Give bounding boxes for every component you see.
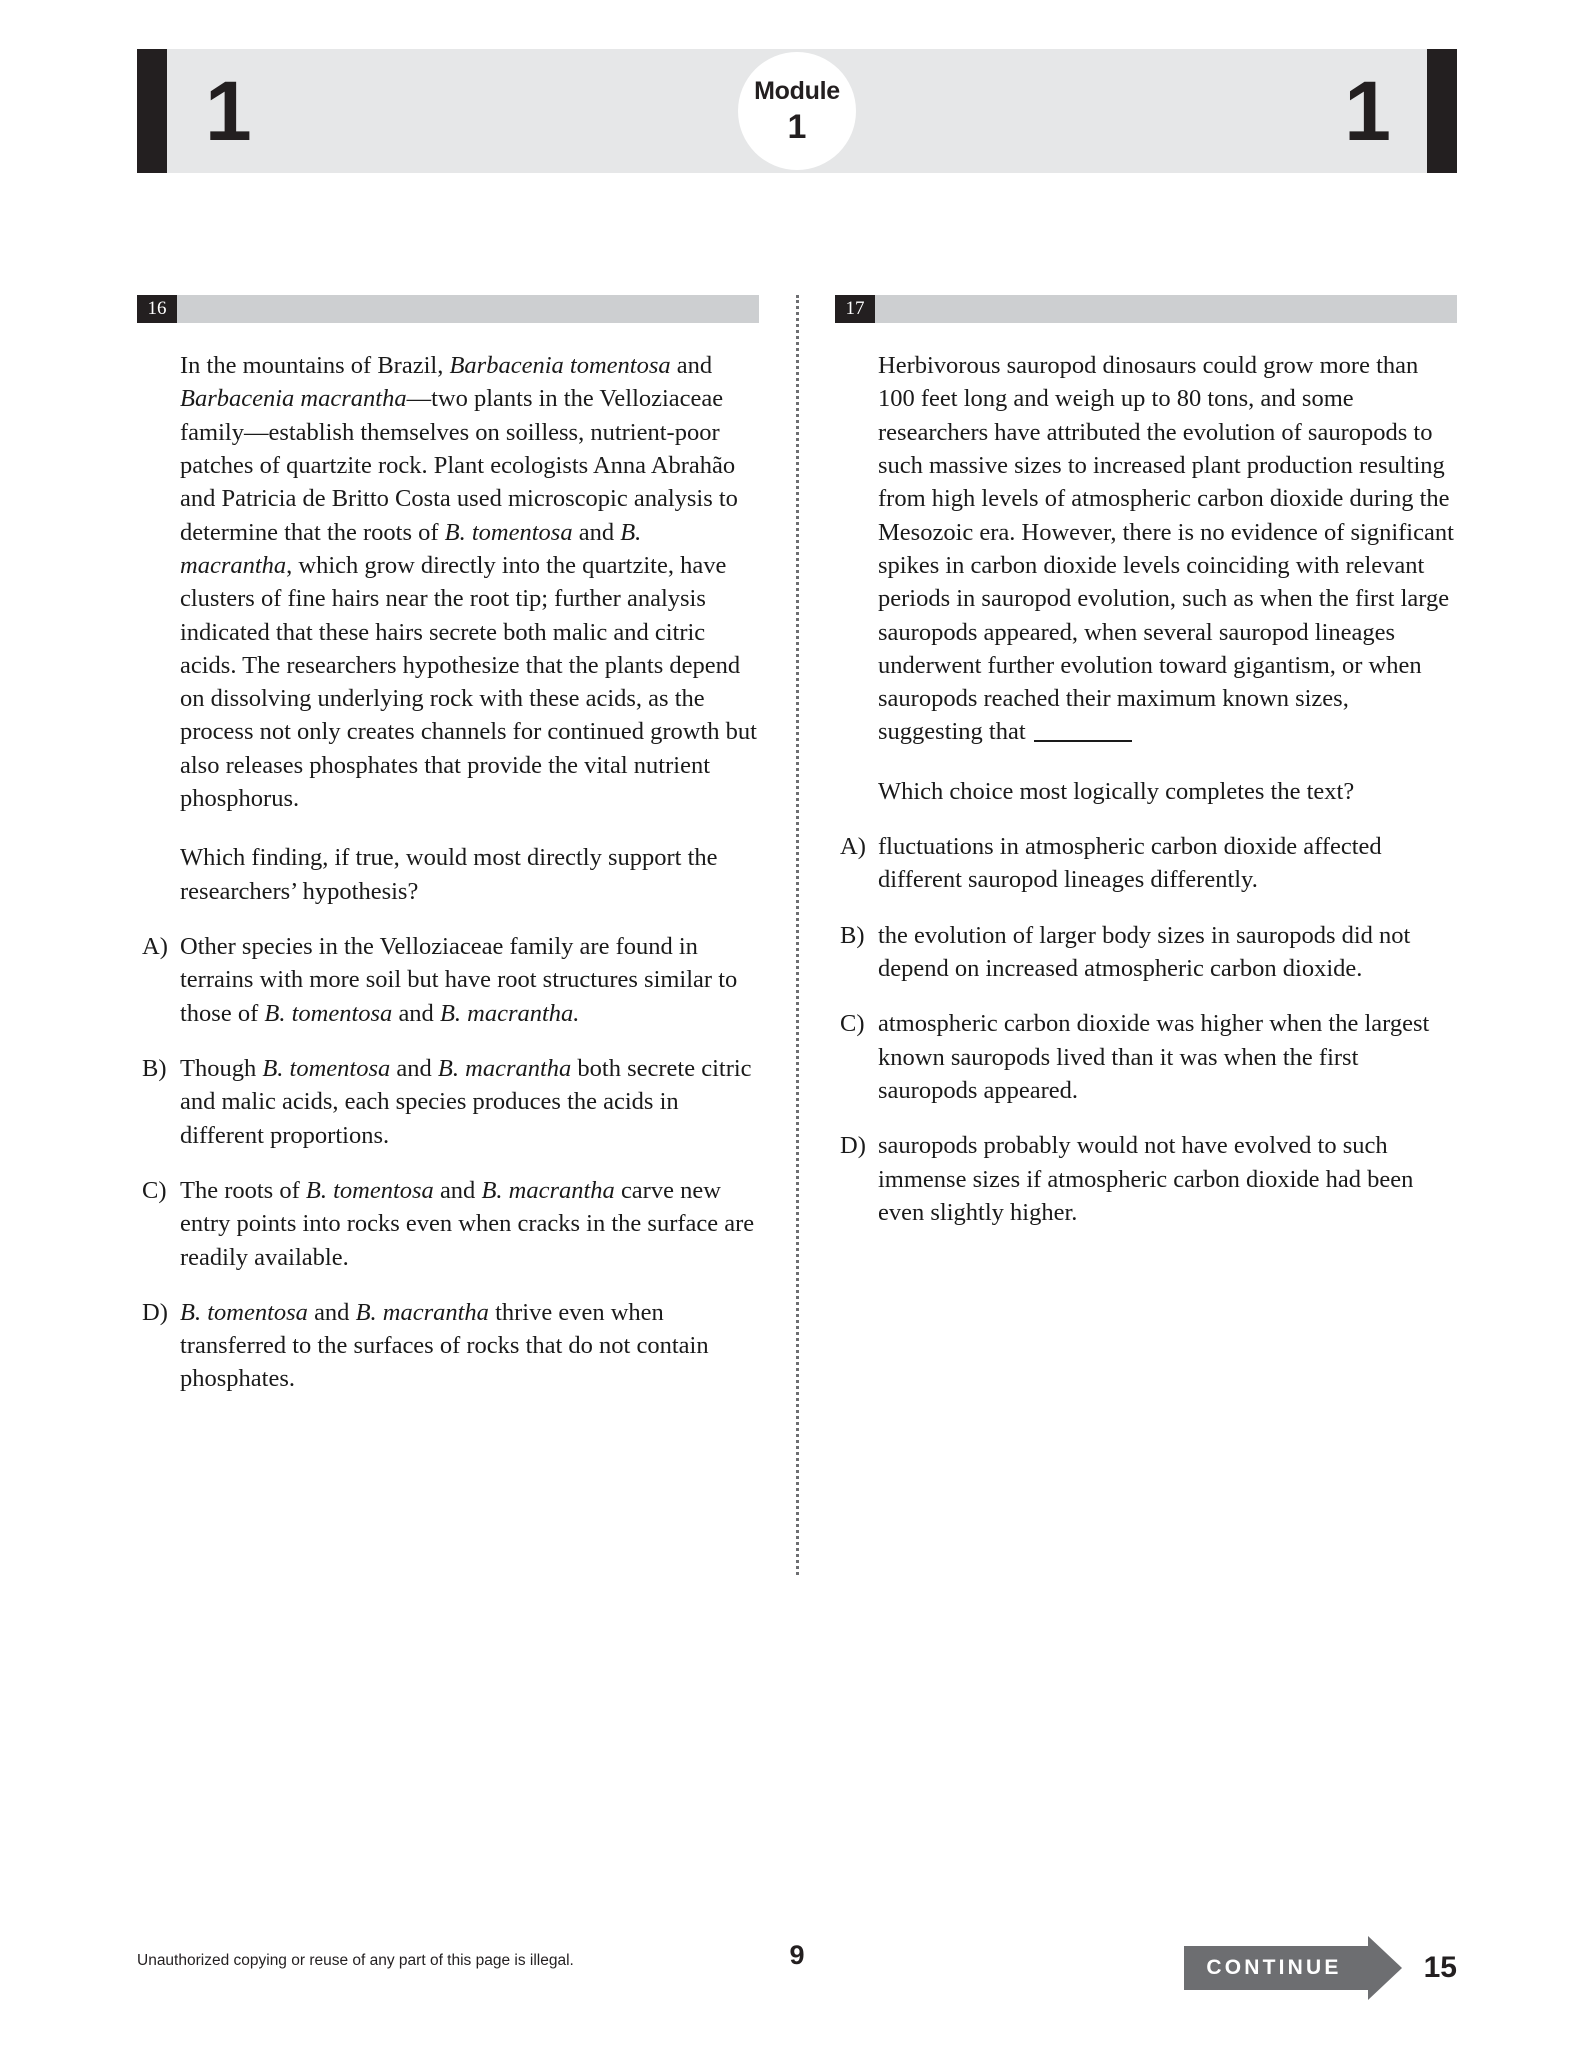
question-17-choices [835,830,1457,1229]
page-header [137,49,1457,173]
header-left-black-bar [137,49,167,173]
choice-letter: B) [840,921,865,949]
module-number: 1 [787,107,807,146]
choice-letter: C) [840,1010,865,1038]
choice-text: Though B. tomentosa and B. macrantha both secrete citric and malic acids, each species produces the acids in different proportions. [180,1054,752,1149]
question-16-choices [137,930,759,1396]
question-columns [137,295,1457,1855]
question-17-number: 17 [835,295,875,323]
choice-letter: B) [142,1054,167,1082]
continue-area [1184,1936,1457,2000]
choice-text: atmospheric carbon dioxide was higher when the largest known sauropods lived than it was when the first sauropods appeared. [878,1010,1430,1104]
choice-option[interactable] [835,919,1457,986]
choice-letter: A) [840,833,866,861]
choice-option[interactable] [137,1174,759,1274]
choice-option[interactable] [835,1129,1457,1229]
choice-option[interactable] [137,1296,759,1396]
question-block-16 [137,295,759,1855]
column-divider [796,295,799,1575]
choice-letter: D) [840,1132,866,1160]
choice-text: Other species in the Velloziaceae family are found in terrains with more soil but have root structures similar to those of B. tomentosa and B. macrantha. [180,933,738,1027]
copyright-note: Unauthorized copying or reuse of any part of this page is illegal. [137,1952,574,1969]
choice-option[interactable] [835,1007,1457,1107]
choice-letter: C) [142,1176,167,1204]
question-16-header-bar [137,295,759,323]
column-gap [759,295,835,1855]
choice-letter: A) [142,933,168,960]
header-left-numeral: 1 [205,64,250,158]
choice-option[interactable] [137,930,759,1030]
footer-right-number: 15 [1423,1951,1457,1984]
choice-text: the evolution of larger body sizes in sauropods did not depend on increased atmospheric carbon dioxide. [878,921,1411,982]
header-gray-band [167,49,1427,173]
continue-label: CONTINUE [1206,1956,1342,1979]
question-16-stem: Which finding, if true, would most directly support the researchers’ hypothesis? [180,844,718,905]
choice-letter: D) [142,1298,168,1326]
choice-text: sauropods probably would not have evolved to such immense sizes if atmospheric carbon dioxide had been even slightly higher. [878,1132,1414,1226]
choice-text: The roots of B. tomentosa and B. macrantha carve new entry points into rocks even when cracks in the surface are readily available. [180,1176,755,1271]
question-16-number: 16 [137,295,177,323]
header-right-black-bar [1427,49,1457,173]
question-block-17 [835,295,1457,1855]
page-footer [137,1930,1457,2000]
module-label: Module [754,76,840,105]
header-right-numeral: 1 [1344,64,1389,158]
question-16-passage: In the mountains of Brazil, Barbacenia tomentosa and Barbacenia macrantha—two plants in the Velloziaceae family—establish themselves on soilless, nutrient-poor patches of quartzite rock. Plant ecologists Anna Abrahão and Patricia de Britto Costa used microscopic analysis to determine that the roots of B. tomentosa and B. macrantha, which grow directly into the quartzite, have clusters of fine hairs near the root tip; further analysis indicated that these hairs secrete both malic and citric acids. The researchers hypothesize that the plants depend on dissolving underlying rock with these acids, as the process not only creates channels for continued growth but also releases phosphates that provide the vital nutrient phosphorus. [180,352,757,813]
question-17-stem: Which choice most logically completes the text? [878,777,1355,805]
continue-arrow-icon [1368,1936,1402,2000]
question-16-bar-fill [177,295,759,323]
question-17-bar-fill [875,295,1457,323]
page-number: 9 [789,1940,805,1970]
question-17-passage: Herbivorous sauropod dinosaurs could grow more than 100 feet long and weigh up to 80 tons, and some researchers have attributed the evolution of sauropods to such massive sizes to increased plant production resulting from high levels of atmospheric carbon dioxide during the Mesozoic era. However, there is no evidence of significant spikes in carbon dioxide levels coinciding with relevant periods in sauropod evolution, such as when the first large sauropods appeared, when several sauropod lineages underwent further evolution toward gigantism, or when sauropods reached their maximum known sizes, suggesting that [878,352,1454,746]
choice-option[interactable] [835,830,1457,897]
module-badge [738,52,856,170]
choice-text: fluctuations in atmospheric carbon dioxide affected different sauropod lineages differently. [878,833,1382,894]
choice-text: B. tomentosa and B. macrantha thrive even when transferred to the surfaces of rocks that do not contain phosphates. [180,1298,709,1393]
choice-option[interactable] [137,1052,759,1152]
question-17-header-bar [835,295,1457,323]
continue-button[interactable] [1184,1946,1367,1990]
